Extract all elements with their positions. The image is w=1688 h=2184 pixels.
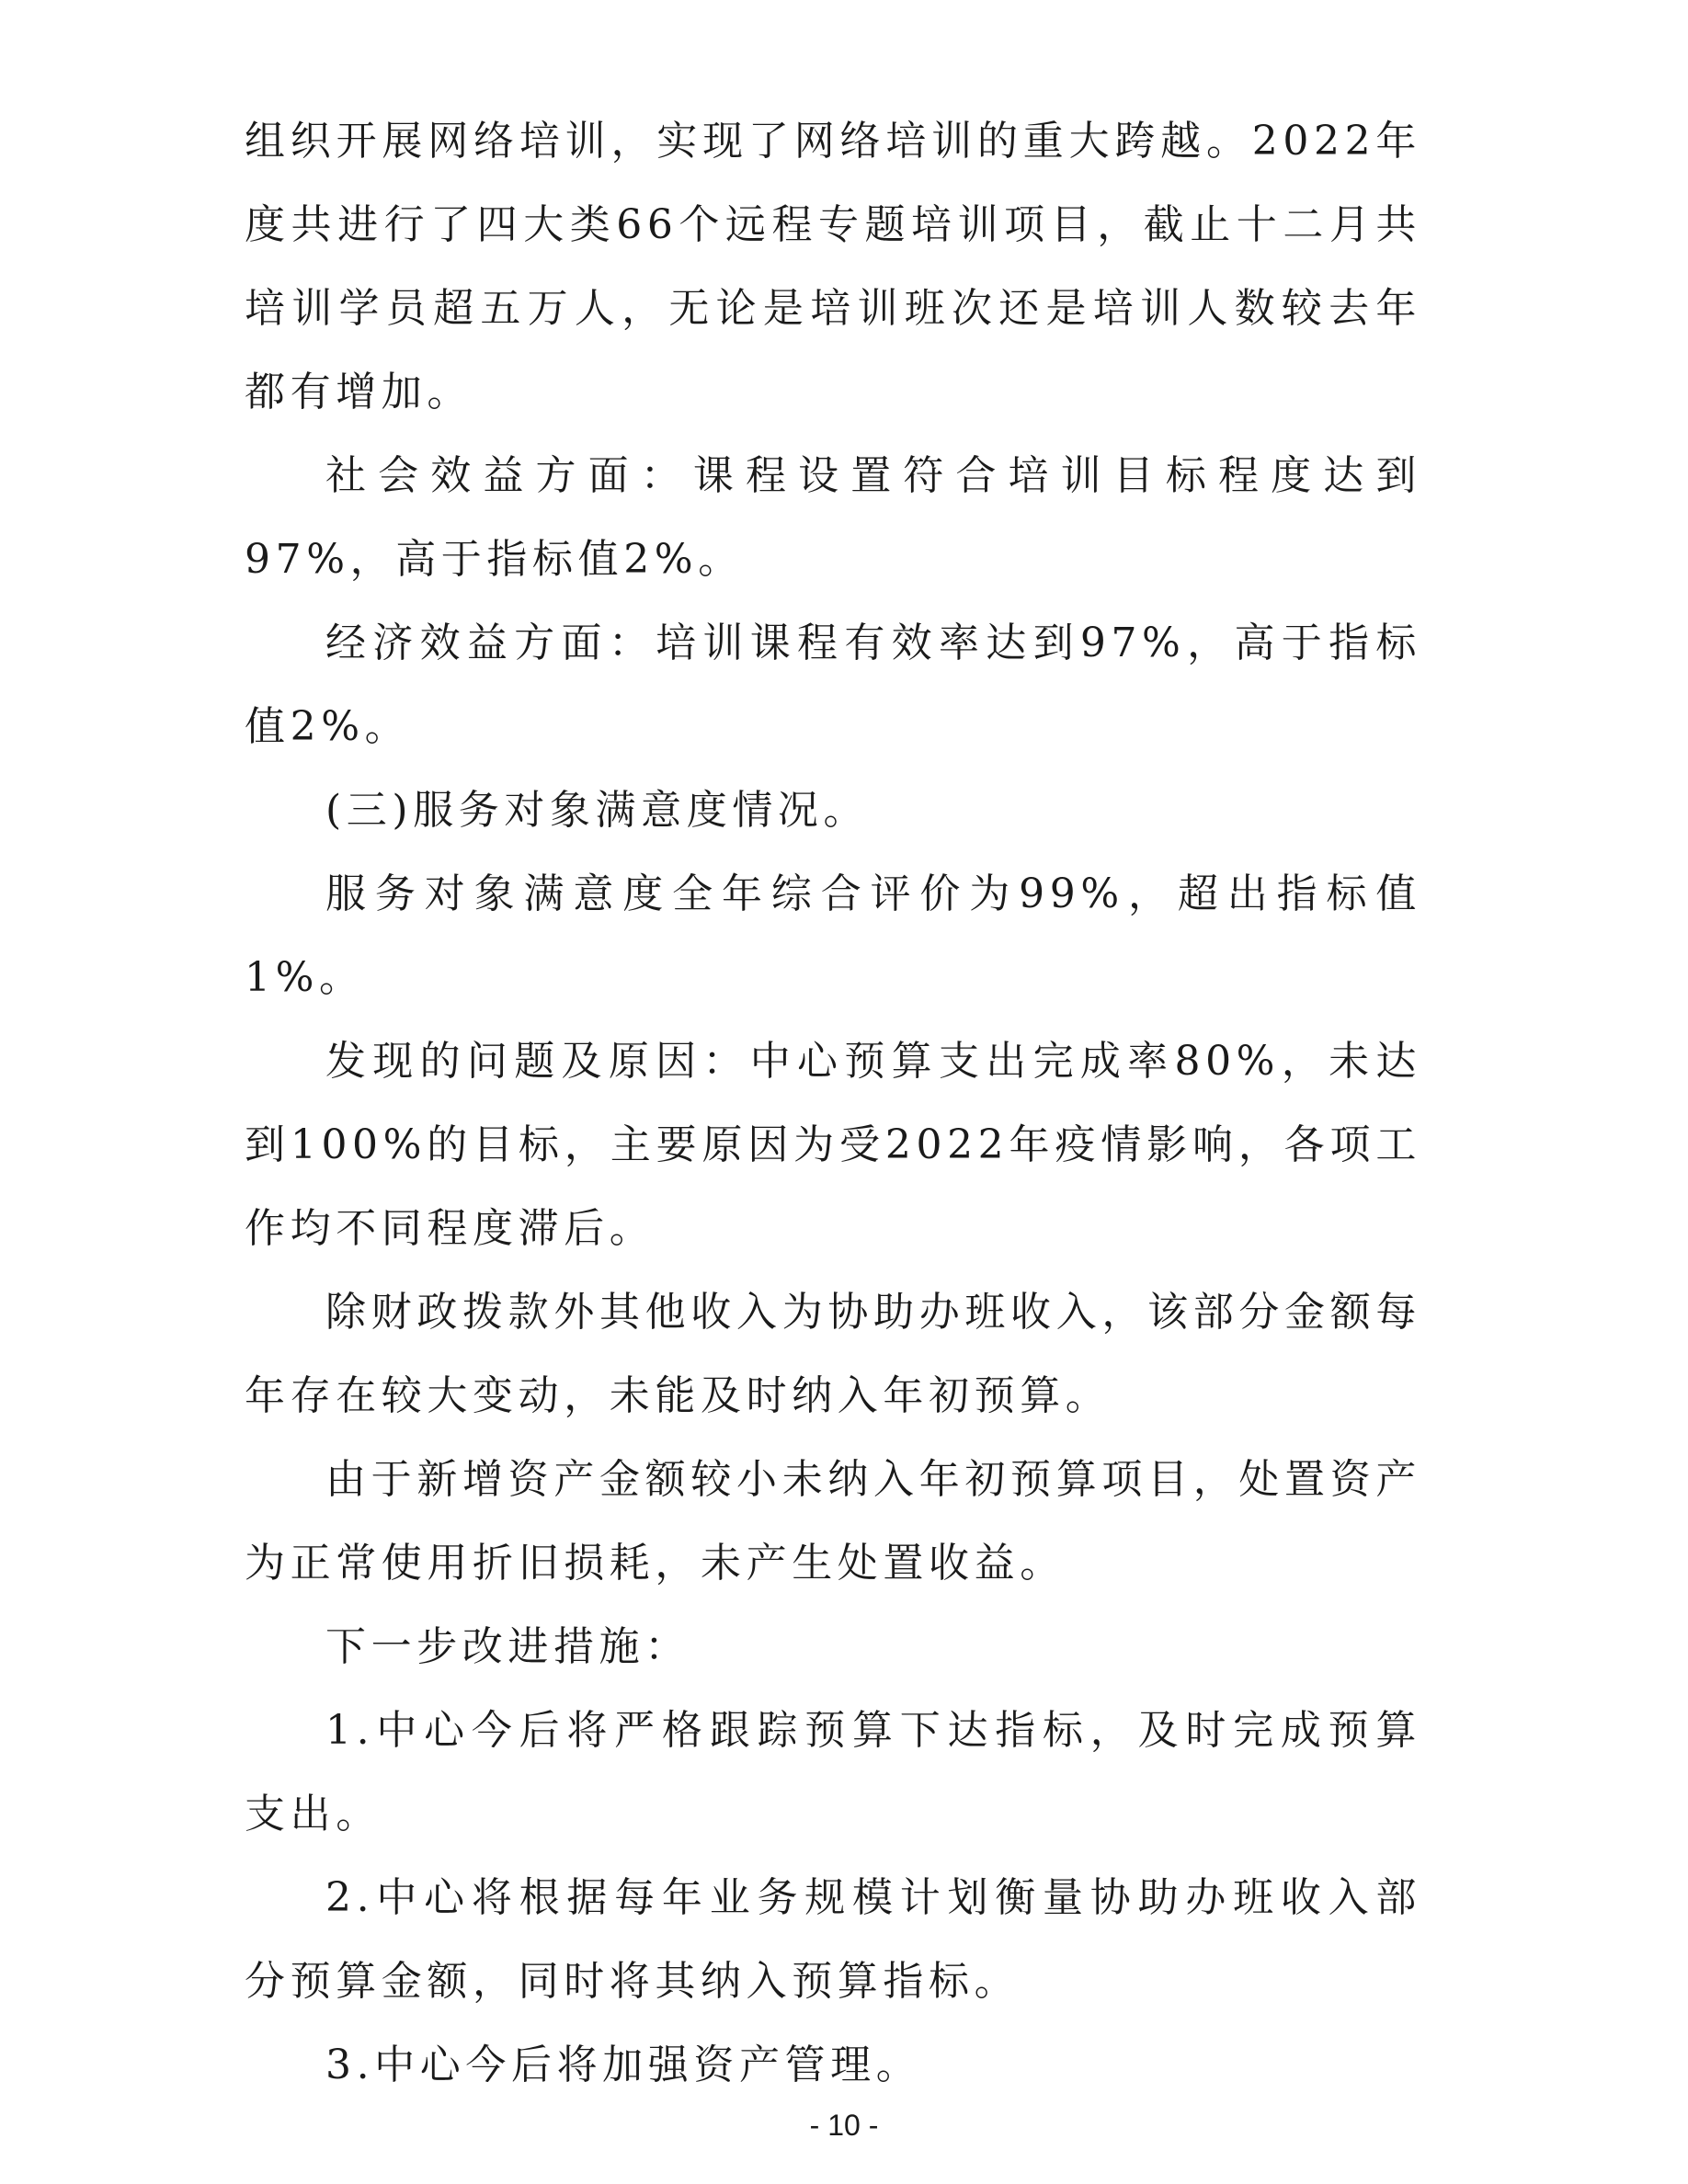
list-item-2: 2.中心将根据每年业务规模计划衡量协助办班收入部分预算金额，同时将其纳入预算指标。 [245, 1874, 1421, 2005]
document-body [245, 99, 1421, 2107]
paragraph-economic-benefit: 经济效益方面：培训课程有效率达到97%，高于指标值2%。 [245, 620, 1421, 750]
list-item-3: 3.中心今后将加强资产管理。 [325, 2042, 922, 2088]
page-number: - 10 - [809, 2109, 879, 2142]
paragraph-next-steps-heading: 下一步改进措施： [325, 1623, 690, 1670]
paragraph-problems: 发现的问题及原因：中心预算支出完成率80%，未达到100%的目标，主要原因为受2022年疫情影响，各项工作均不同程度滞后。 [245, 1038, 1421, 1252]
paragraph-satisfaction: 服务对象满意度全年综合评价为99%，超出指标值1%。 [245, 870, 1421, 1001]
paragraph-assets: 由于新增资产金额较小未纳入年初预算项目，处置资产为正常使用折旧损耗，未产生处置收益。 [245, 1456, 1421, 1587]
paragraph-social-benefit: 社会效益方面：课程设置符合培训目标程度达到97%，高于指标值2%。 [245, 452, 1421, 583]
section-heading-satisfaction: (三)服务对象满意度情况。 [325, 787, 870, 834]
list-item-1: 1.中心今后将严格跟踪预算下达指标，及时完成预算支出。 [245, 1707, 1421, 1837]
paragraph-continuation: 组织开展网络培训，实现了网络培训的重大跨越。2022年度共进行了四大类66个远程专题培训项目，截止十二月共培训学员超五万人，无论是培训班次还是培训人数较去年都有增加。 [245, 118, 1421, 415]
paragraph-other-income: 除财政拨款外其他收入为协助办班收入，该部分金额每年存在较大变动，未能及时纳入年初预算。 [245, 1289, 1421, 1419]
